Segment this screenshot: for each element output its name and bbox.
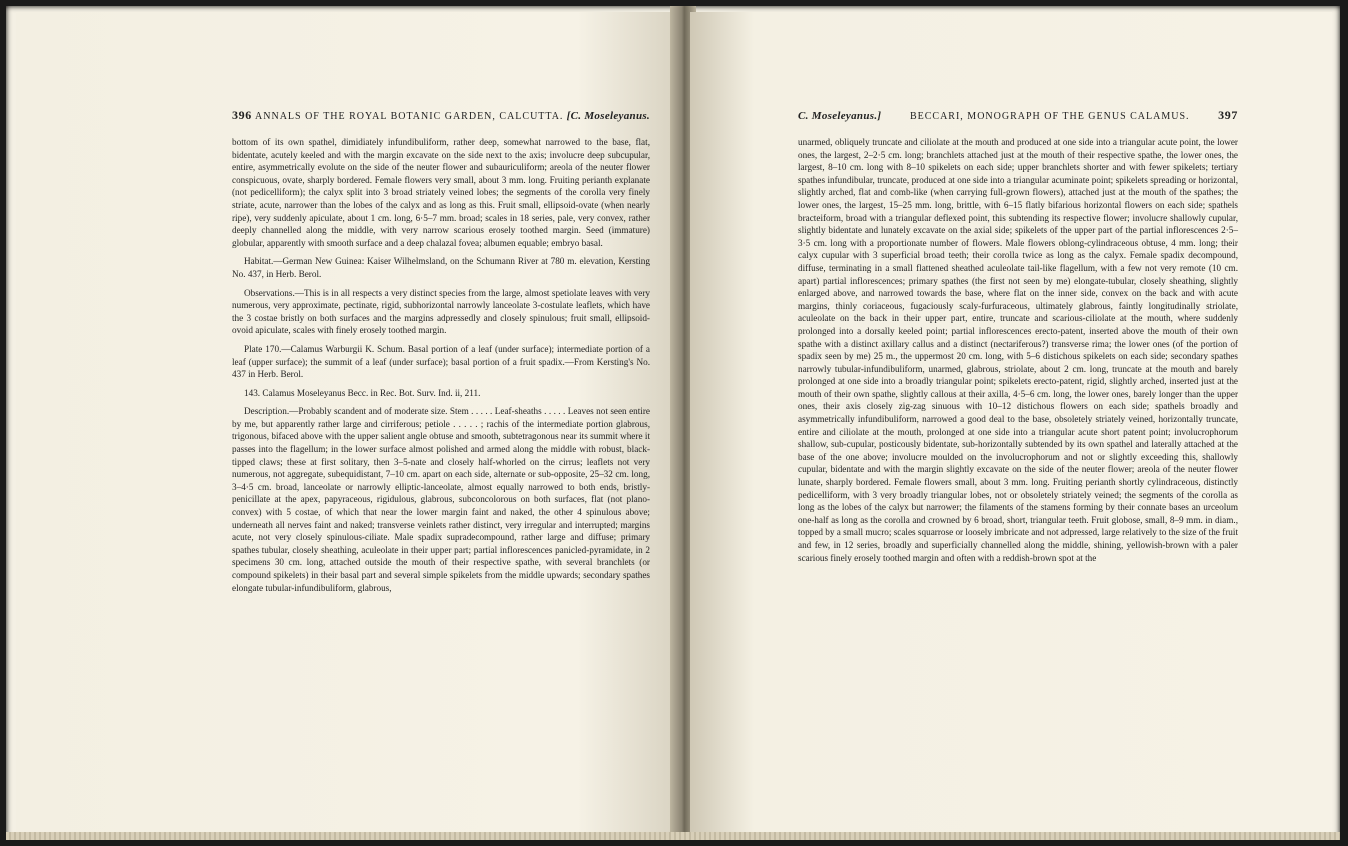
right-page-body	[798, 136, 1238, 564]
paragraph: Habitat.—German New Guinea: Kaiser Wilhelmsland, on the Schumann River at 780 m. elevation, Kersting No. 437, in Herb. Berol.	[232, 256, 650, 279]
paragraph: unarmed, obliquely truncate and ciliolate at the mouth and produced at one side into a triangular acute point, the lower ones, the largest, 2–2·5 cm. long; branchlets attached just at the mouth of their respective spathe, the lower ones, the largest, 8–10 cm. long with 8–10 spikelets on each side; upper branchlets shorter and with fewer spikelets; tertiary spathes infundibular, truncate, produced at one side into a triangular acuminate point; spikelets spreading or horizontal, slightly arched, flat and comb-like (when carrying full-grown flowers), attached just at the mouth of the spathes; the lower ones, the largest, 15–25 mm. long, brittle, with 6–15 flatly bifarious horizontal flowers on each side; spathels bracteiform, broad with a triangular deflexed point, this subtending its respective flower; involucre shallowly cupular, slightly bidentate and lunately excavate on the axial side; spikelets of the upper part of the partial inflorescences 2·5–3·5 cm. long with a proportionate number of flowers. Male flowers oblong-cylindraceous obtuse, 4 mm. long; their calyx cupular with 3 superficial broad teeth; their corolla twice as long as the calyx. Female spadix decompound, diffuse, terminating in a small flattened sheathed aculeolate tail-like flagellum, with a few not very remote (10 cm. apart) partial inflorescences; primary spathes (the first not seen by me) elongate-tubular, closely sheathing, slightly enlarged above, and narrowed towards the base, where flat on the inner side, convex on the back and with acute margins, thinly coriaceous, fugaciously scaly-furfuraceous, ultimately glabrous, faintly longitudinally striolate, aculeolate on the back in their upper part, entire, truncate and scarious-ciliolate at the mouth, where suddenly prolonged into a dorsally keeled point; partial inflorescences erecto-patent, inserted above the mouth of their own spathe with a distinct axillary callus and a distinct (nectariferous?) transverse rima; the lower ones (of the portion of spadix seen by me) 25 m., the uppermost 20 cm. long, with 5–6 distichous spikelets on each side; secondary spathes narrowly tubular-infundibuliform, unarmed, glabrous, striolate, about 2 cm. long, truncate at the mouth and barely prolonged at one side into a broadly triangular point; spikelets erecto-patent, rigid, slightly arched, inserted just at the mouth of their own spathe, slightly callous at their axilla, 4·5–6 cm. long, the lower ones, barely longer than the upper ones, their axis closely zig-zag sinuous with 10–12 distichous flowers on each side; spathels broadly and asymmetrically infundibuliform, narrowed a good deal to the base, obsoletely striately veined, horizontally truncate, entire and ciliolate at the mouth, prolonged at one side into a triangular acute short patent point; involucrophorum shallow, sub-cupular, posticously bidentate, sub-horizontally subtended by its own spathel and laterally attached at the base of the one above; involucre moulded on the involucrophorum and not or slightly exceeding this, shallowly cupular, bidentate and with the margin slightly excavate on the side of the neuter flower; areola of the neuter flower lunate, sharply bordered. Female flowers small, about 3 mm. long. Fruiting perianth shortly cylindraceous, distinctly pedicelliform, with 3 very broadly triangular lobes, not or obsoletely striately veined; the segments of the corolla as long as the lobes of the calyx but narrower; the filaments of the stamens forming by their connate bases an urceolum one-half as long as the corolla and crowned by 6 broad, short, triangular teeth. Fruit globose, small, 8–9 mm. in diam., topped by a small mucro; scales squarrose or loosely imbricate and not adpressed, large relatively to the size of the fruit and few, in 12 series, broadly and superficially channelled along the middle, shining, yellowish-brown with a paler scarious finely erosely toothed margin and often with a reddish-brown spot at the	[798, 137, 1238, 563]
page-number: 396	[232, 108, 252, 122]
paragraph: Plate 170.—Calamus Warburgii K. Schum. Basal portion of a leaf (under surface); intermediate portion of a leaf (upper surface); the summit of a leaf (under surface); basal portion of a fruit spadix.—From Kersting's No. 437 in Herb. Berol.	[232, 343, 650, 380]
right-page-header	[798, 108, 1238, 123]
running-head: ANNALS OF THE ROYAL BOTANIC GARDEN, CALCUTTA.	[255, 111, 564, 122]
left-page-body	[232, 136, 650, 594]
open-book	[6, 6, 1340, 840]
right-page	[690, 12, 1332, 832]
page-number: 397	[1218, 108, 1238, 122]
species-heading: 143. Calamus Moseleyanus Becc. in Rec. Bot. Surv. Ind. ii, 211.	[244, 387, 481, 398]
paragraph: Observations.—This is in all respects a very distinct species from the large, almost spetiolate leaves with very numerous, very approximate, pectinate, rigid, subhorizontal narrowly lanceolate 3-costulate leaflets, which have the 3 costae bristly on both surfaces and the margins adpressedly and closely spinulous; fruit small, ellipsoid-ovoid apiculate, scales with finely erosely toothed margin.	[232, 287, 650, 336]
species-tag: [C. Moseleyanus.	[566, 110, 650, 122]
paragraph: bottom of its own spathel, dimidiately infundibuliform, rather deep, somewhat narrowed to the base, flat, bidentate, acutely keeled and with the margin excavate on the side next to the axis; involucre deep subcupular, entire, asymmetrically evolute on the side of the neuter flower and subauriculiform; areola of the neuter flower conspicuous, ovate, sharply bordered. Female flowers very small, about 3 mm. long. Fruiting perianth explanate (not pedicelliform); the calyx split into 3 broad striately veined lobes; the segments of the corolla very finely striate, acute, narrower than the lobes of the calyx and as long as this. Fruit small, ellipsoid-ovate (when nearly ripe), very suddenly apiculate, about 1 cm. long, 6·5–7 mm. broad; scales in 18 series, pale, very convex, rather deeply channelled along the middle, with very narrow scarious erosely toothed margin. Seed (immature) globular, apparently with smooth surface and a deep chalazal fovea; albumen equable; embryo basal.	[232, 137, 650, 248]
left-page	[16, 12, 676, 832]
paragraph: Description.—Probably scandent and of moderate size. Stem . . . . . Leaf-sheaths . . . . . Leaves not seen entire by me, but apparently rather large and cirriferous; petiole . . . . . ; rachis of the intermediate portion glabrous, trigonous, bifaced above with the upper salient angle obtuse and smooth, subtetragonous near its summit where it passes into the flagellum; in the lower surface almost polished and armed along the middle with robust, black-tipped claws; these at first solitary, then 3–5-nate and closely half-whorled on the cirrus; leaflets not very numerous, not aggregate, subequidistant, 7–10 cm. apart on each side, alternate or sub-opposite, 25–32 cm. long, 3–4·5 cm. broad, lanceolate or narrowly elliptic-lanceolate, almost equally narrowed to both ends, bristly-penicillate at the apex, papyraceous, rigidulous, glabrous, subconcolorous on both surfaces, flat (not plano-convex) with 5 costae, of which that near the lower margin faint and naked, the other 4 spinulous above; underneath all nerves faint and naked; transverse veinlets rather distinct, very irregular and interrupted; margins acute, not very closely spinulous-ciliate. Male spadix supradecompound, rather large and diffuse; primary spathes tubular, closely sheathing, aculeolate in their upper part; partial inflorescences panicled-pyramidate, in 2 specimens 30 cm. long, attached outside the mouth of their respective spathe, with several branchlets (or compound spikelets) in their basal part and several simple spikelets from the middle upwards; secondary spathes elongate tubular-infundibuliform, glabrous,	[232, 406, 650, 593]
left-page-header	[232, 108, 650, 123]
running-head: BECCARI, MONOGRAPH OF THE GENUS CALAMUS.	[909, 111, 1190, 122]
page-edges	[6, 832, 1340, 840]
species-tag: C. Moseleyanus.]	[798, 110, 882, 122]
